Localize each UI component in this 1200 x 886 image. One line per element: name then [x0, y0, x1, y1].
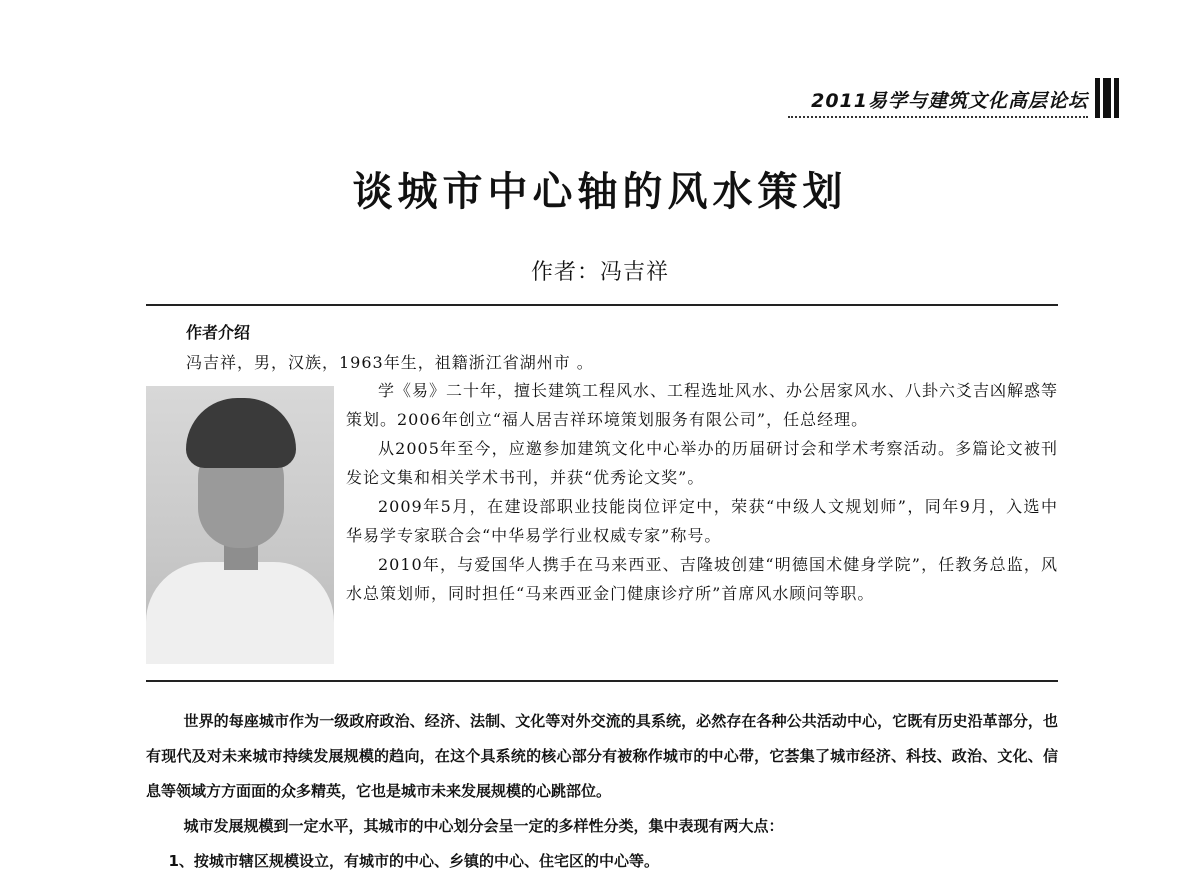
bio-heading: 作者介绍 — [186, 323, 251, 342]
body-paragraph: 城市发展规模到一定水平，其城市的中心划分会呈一定的多样性分类，集中表现有两大点： — [183, 817, 784, 835]
bio-text — [346, 376, 1058, 608]
body-paragraph: 世界的每座城市作为一级政府政治、经济、法制、文化等对外交流的具系统，必然存在各种公共活动中心，它既有历史沿革部分，也有现代及对未来城市持续发展规模的趋向，在这个具系统的核心部分有被称作城市的中心带，它荟集了城市经济、科技、政治、文化、信息等领域方方面面的众多精英，它也是城市未来发展规模的心跳部位。 — [146, 712, 1058, 800]
book-spine-icon — [1095, 78, 1121, 118]
body-list-item: 1、按城市辖区规模设立，有城市的中心、乡镇的中心、住宅区的中心等。 — [168, 852, 659, 870]
bio-paragraph: 从2005年至今，应邀参加建筑文化中心举办的历届研讨会和学术考察活动。多篇论文被刊发论文集和相关学术书刊，并获“优秀论文奖”。 — [346, 439, 1058, 487]
bio-paragraph: 2010年，与爱国华人携手在马来西亚、吉隆坡创建“明德国术健身学院”，任教务总监，风水总策划师，同时担任“马来西亚金门健康诊疗所”首席风水顾问等职。 — [346, 555, 1058, 603]
bio-divider — [146, 680, 1058, 682]
running-header: 2011易学与建筑文化高层论坛 — [788, 86, 1088, 118]
bio-paragraph: 2009年5月，在建设部职业技能岗位评定中，荣获“中级人文规划师”，同年9月，入选中华易学专家联合会“中华易学行业权威专家”称号。 — [346, 497, 1058, 545]
article-body — [146, 704, 1058, 879]
article-title: 谈城市中心轴的风水策划 — [352, 169, 848, 215]
bio-paragraph: 学《易》二十年，擅长建筑工程风水、工程选址风水、办公居家风水、八卦六爻吉凶解惑等策划。2006年创立“福人居吉祥环境策划服务有限公司”，任总经理。 — [346, 381, 1059, 429]
author-photo — [146, 386, 334, 664]
top-divider — [146, 304, 1058, 306]
bio-intro-line: 冯吉祥，男，汉族，1963年生，祖籍浙江省湖州市 。 — [186, 353, 594, 372]
author-line: 作者：冯吉祥 — [530, 260, 669, 285]
